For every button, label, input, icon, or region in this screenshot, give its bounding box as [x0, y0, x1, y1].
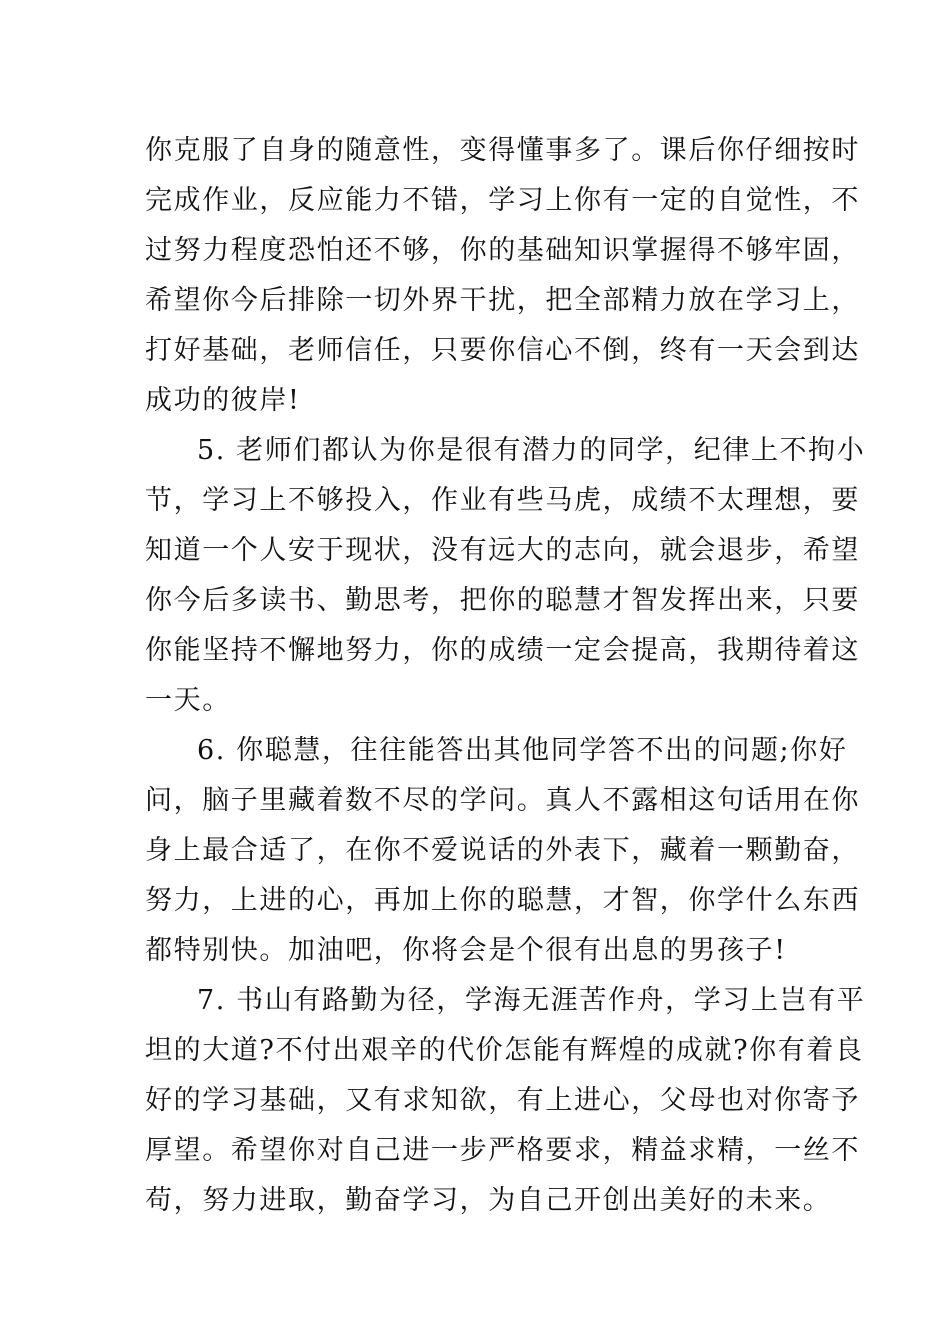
text-line: 希望你今后排除一切外界干扰，把全部精力放在学习上，	[145, 285, 860, 316]
text-line: 5. 老师们都认为你是很有潜力的同学，纪律上不拘小	[197, 435, 866, 466]
text-line: 7. 书山有路勤为径，学海无涯苦作舟，学习上岂有平	[197, 985, 866, 1016]
text-line: 苟，努力进取，勤奋学习，为自己开创出美好的未来。	[145, 1185, 832, 1216]
paragraph-comment-7	[145, 976, 866, 1226]
text-line: 坦的大道?不付出艰辛的代价怎能有辉煌的成就?你有着良	[145, 1035, 864, 1066]
text-line: 你今后多读书、勤思考，把你的聪慧才智发挥出来，只要	[145, 585, 860, 616]
paragraph-comment-6	[145, 726, 860, 976]
text-line: 你能坚持不懈地努力，你的成绩一定会提高，我期待着这	[145, 635, 860, 666]
text-line: 努力，上进的心，再加上你的聪慧，才智，你学什么东西	[145, 885, 860, 916]
text-line: 知道一个人安于现状，没有远大的志向，就会退步，希望	[145, 535, 860, 566]
text-line: 节，学习上不够投入，作业有些马虎，成绩不太理想，要	[145, 485, 860, 516]
text-line: 6. 你聪慧，往往能答出其他同学答不出的问题;你好	[197, 735, 848, 766]
text-line: 打好基础，老师信任，只要你信心不倒，终有一天会到达	[145, 335, 860, 366]
text-line: 厚望。希望你对自己进一步严格要求，精益求精，一丝不	[145, 1135, 860, 1166]
paragraph-comment-5	[145, 426, 866, 726]
text-line: 身上最合适了，在你不爱说话的外表下，藏着一颗勤奋，	[145, 835, 860, 866]
text-line: 你克服了自身的随意性，变得懂事多了。课后你仔细按时	[145, 135, 860, 166]
text-line: 都特别快。加油吧，你将会是个很有出息的男孩子!	[145, 935, 787, 966]
text-line: 好的学习基础，又有求知欲，有上进心，父母也对你寄予	[145, 1085, 860, 1116]
text-line: 完成作业，反应能力不错，学习上你有一定的自觉性，不	[145, 185, 860, 216]
text-line: 过努力程度恐怕还不够，你的基础知识掌握得不够牢固，	[145, 235, 860, 266]
text-line: 成功的彼岸!	[145, 385, 301, 416]
paragraph-comment-4-continued	[145, 126, 860, 426]
text-line: 问，脑子里藏着数不尽的学问。真人不露相这句话用在你	[145, 785, 860, 816]
document-body	[145, 126, 866, 1226]
text-line: 一天。	[145, 685, 231, 716]
